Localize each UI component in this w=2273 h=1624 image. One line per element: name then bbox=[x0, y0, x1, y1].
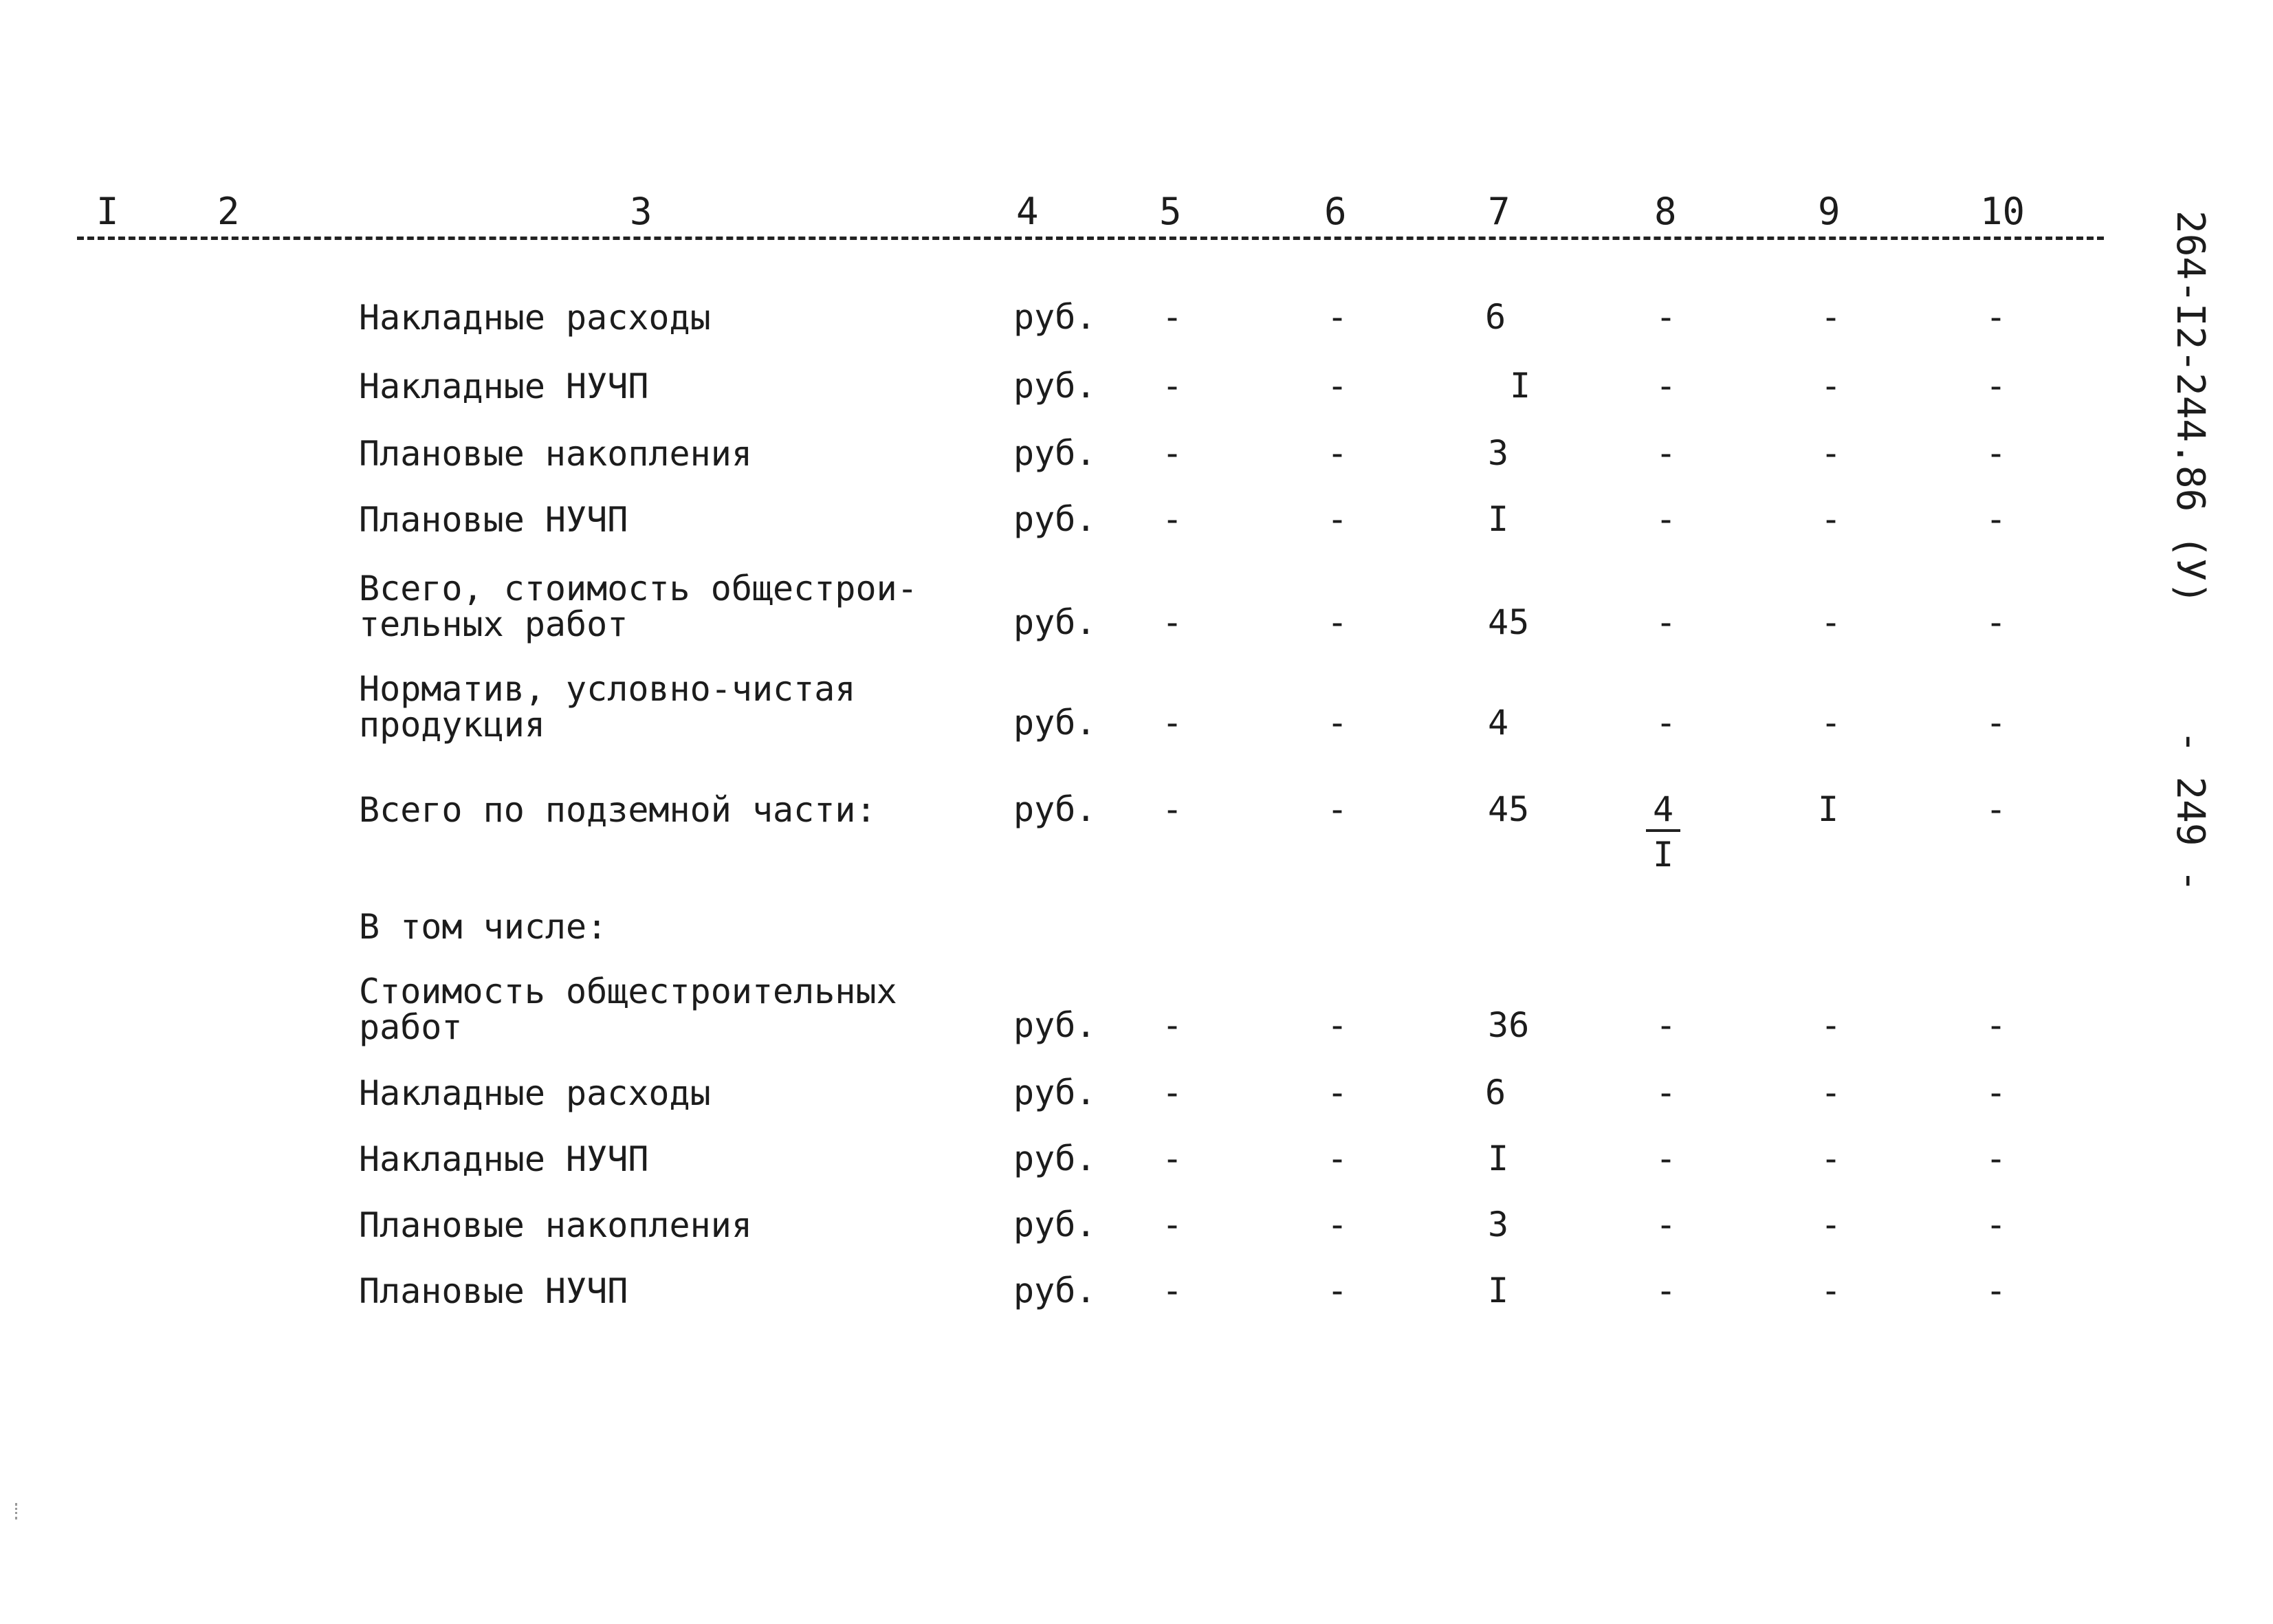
col9-value: - bbox=[1821, 1005, 1842, 1045]
row-unit: руб. bbox=[1013, 602, 1097, 642]
col5-value: - bbox=[1162, 1073, 1183, 1112]
row-name: Накладные НУЧП bbox=[359, 1139, 649, 1179]
row-name: Норматив, условно-чистая продукция bbox=[359, 669, 856, 745]
col6-value: - bbox=[1327, 433, 1348, 473]
col7-value: 3 bbox=[1488, 433, 1509, 473]
col8-value: - bbox=[1656, 1271, 1677, 1310]
col6-value: - bbox=[1327, 1205, 1348, 1244]
header-rule bbox=[77, 237, 2104, 240]
col8-value: - bbox=[1656, 703, 1677, 743]
table-row bbox=[0, 1273, 2273, 1349]
row-unit: руб. bbox=[1013, 1073, 1097, 1112]
col10-value: - bbox=[1986, 602, 2007, 642]
row-name: Плановые НУЧП bbox=[359, 1271, 628, 1311]
table-row bbox=[0, 499, 2273, 578]
column-header-3: 3 bbox=[630, 190, 652, 233]
table-row bbox=[0, 789, 2273, 888]
row-name: Всего, стоимость общестрои- тельных работ bbox=[359, 569, 918, 644]
row-unit: руб. bbox=[1013, 366, 1097, 406]
column-header-7: 7 bbox=[1488, 190, 1511, 233]
col9-value: - bbox=[1821, 602, 1842, 642]
table-row bbox=[0, 974, 2273, 1049]
col5-value: - bbox=[1162, 366, 1183, 406]
table-row bbox=[0, 1141, 2273, 1217]
col6-value: - bbox=[1327, 789, 1348, 829]
col5-value: - bbox=[1162, 433, 1183, 473]
column-header-1: I bbox=[96, 190, 119, 233]
column-header-2: 2 bbox=[217, 190, 240, 233]
row-unit: руб. bbox=[1013, 789, 1097, 829]
col8-value: - bbox=[1656, 297, 1677, 337]
col6-value: - bbox=[1327, 602, 1348, 642]
column-header-4: 4 bbox=[1016, 190, 1039, 233]
col10-value: - bbox=[1986, 499, 2007, 539]
table-row bbox=[0, 671, 2273, 747]
col5-value: - bbox=[1162, 1205, 1183, 1244]
col9-value: - bbox=[1821, 499, 1842, 539]
col8-value: - bbox=[1656, 499, 1677, 539]
row-unit: руб. bbox=[1013, 1005, 1097, 1045]
col6-value: - bbox=[1327, 499, 1348, 539]
row-name: Накладные расходы bbox=[359, 1073, 711, 1113]
col5-value: - bbox=[1162, 499, 1183, 539]
col7-value: 36 bbox=[1488, 1005, 1530, 1045]
col7-value: I bbox=[1488, 1139, 1509, 1178]
row-name: Плановые накопления bbox=[359, 434, 752, 474]
table-row bbox=[0, 297, 2273, 375]
col10-value: - bbox=[1986, 1005, 2007, 1045]
col5-value: - bbox=[1162, 789, 1183, 829]
col9-value: - bbox=[1821, 433, 1842, 473]
col5-value: - bbox=[1162, 602, 1183, 642]
column-header-9: 9 bbox=[1818, 190, 1841, 233]
col10-value: - bbox=[1986, 433, 2007, 473]
col6-value: - bbox=[1327, 1271, 1348, 1310]
col9-value: - bbox=[1821, 366, 1842, 406]
col6-value: - bbox=[1327, 1073, 1348, 1112]
fraction-numerator: 4 bbox=[1646, 792, 1680, 832]
col10-value: - bbox=[1986, 1139, 2007, 1178]
col9-value: I bbox=[1818, 789, 1839, 829]
col8-value: - bbox=[1656, 1205, 1677, 1244]
table-row bbox=[0, 571, 2273, 646]
col8-value: - bbox=[1656, 602, 1677, 642]
col7-value: I bbox=[1488, 499, 1509, 539]
scan-mark bbox=[15, 1503, 19, 1519]
col10-value: - bbox=[1986, 297, 2007, 337]
col6-value: - bbox=[1327, 1139, 1348, 1178]
column-header-10: 10 bbox=[1980, 190, 2025, 233]
row-name: Плановые НУЧП bbox=[359, 500, 628, 540]
col10-value: - bbox=[1986, 703, 2007, 743]
row-unit: руб. bbox=[1013, 499, 1097, 539]
col9-value: - bbox=[1821, 703, 1842, 743]
col10-value: - bbox=[1986, 1271, 2007, 1310]
col8-value: - bbox=[1656, 1005, 1677, 1045]
table-row bbox=[0, 1207, 2273, 1283]
row-unit: руб. bbox=[1013, 1205, 1097, 1244]
document-code: 264-I2-244.86 (У) bbox=[2168, 210, 2212, 605]
column-header-6: 6 bbox=[1324, 190, 1347, 233]
col5-value: - bbox=[1162, 703, 1183, 743]
col10-value: - bbox=[1986, 366, 2007, 406]
col7-value: 4 bbox=[1488, 703, 1509, 743]
col9-value: - bbox=[1821, 1139, 1842, 1178]
col8-value: - bbox=[1656, 1139, 1677, 1178]
col6-value: - bbox=[1327, 1005, 1348, 1045]
col10-value: - bbox=[1986, 1205, 2007, 1244]
fraction-denominator: I bbox=[1653, 835, 1674, 875]
col7-value: I bbox=[1510, 366, 1531, 406]
page-number: - 249 - bbox=[2168, 730, 2212, 893]
col5-value: - bbox=[1162, 1271, 1183, 1310]
col8-value: - bbox=[1656, 433, 1677, 473]
col5-value: - bbox=[1162, 1005, 1183, 1045]
row-name: Всего по подземной части: bbox=[359, 790, 877, 830]
column-header-5: 5 bbox=[1159, 190, 1182, 233]
col7-value: 6 bbox=[1485, 1073, 1506, 1112]
col7-value: 45 bbox=[1488, 602, 1530, 642]
col9-value: - bbox=[1821, 1205, 1842, 1244]
col7-value: 45 bbox=[1488, 789, 1530, 829]
table-row bbox=[0, 1075, 2273, 1151]
col8-value: - bbox=[1656, 366, 1677, 406]
col7-value: 3 bbox=[1488, 1205, 1509, 1244]
row-unit: руб. bbox=[1013, 1139, 1097, 1178]
col8-value: - bbox=[1656, 1073, 1677, 1112]
row-name: Накладные расходы bbox=[359, 298, 711, 338]
col9-value: - bbox=[1821, 1271, 1842, 1310]
col5-value: - bbox=[1162, 297, 1183, 337]
col8-fraction bbox=[1646, 789, 1680, 875]
row-unit: руб. bbox=[1013, 297, 1097, 337]
column-header-8: 8 bbox=[1654, 190, 1677, 233]
table-row bbox=[0, 366, 2273, 444]
row-name: Стоимость общестроительных работ bbox=[359, 972, 897, 1047]
table-row bbox=[0, 433, 2273, 512]
col7-value: I bbox=[1488, 1271, 1509, 1310]
col6-value: - bbox=[1327, 366, 1348, 406]
row-name: Плановые накопления bbox=[359, 1205, 752, 1245]
col9-value: - bbox=[1821, 297, 1842, 337]
col5-value: - bbox=[1162, 1139, 1183, 1178]
col10-value: - bbox=[1986, 789, 2007, 829]
col6-value: - bbox=[1327, 297, 1348, 337]
row-name: Накладные НУЧП bbox=[359, 366, 649, 406]
row-unit: руб. bbox=[1013, 433, 1097, 473]
col10-value: - bbox=[1986, 1073, 2007, 1112]
row-unit: руб. bbox=[1013, 1271, 1097, 1310]
col6-value: - bbox=[1327, 703, 1348, 743]
col7-value: 6 bbox=[1485, 297, 1506, 337]
row-unit: руб. bbox=[1013, 703, 1097, 743]
col9-value: - bbox=[1821, 1073, 1842, 1112]
row-name: В том числе: bbox=[359, 907, 608, 947]
